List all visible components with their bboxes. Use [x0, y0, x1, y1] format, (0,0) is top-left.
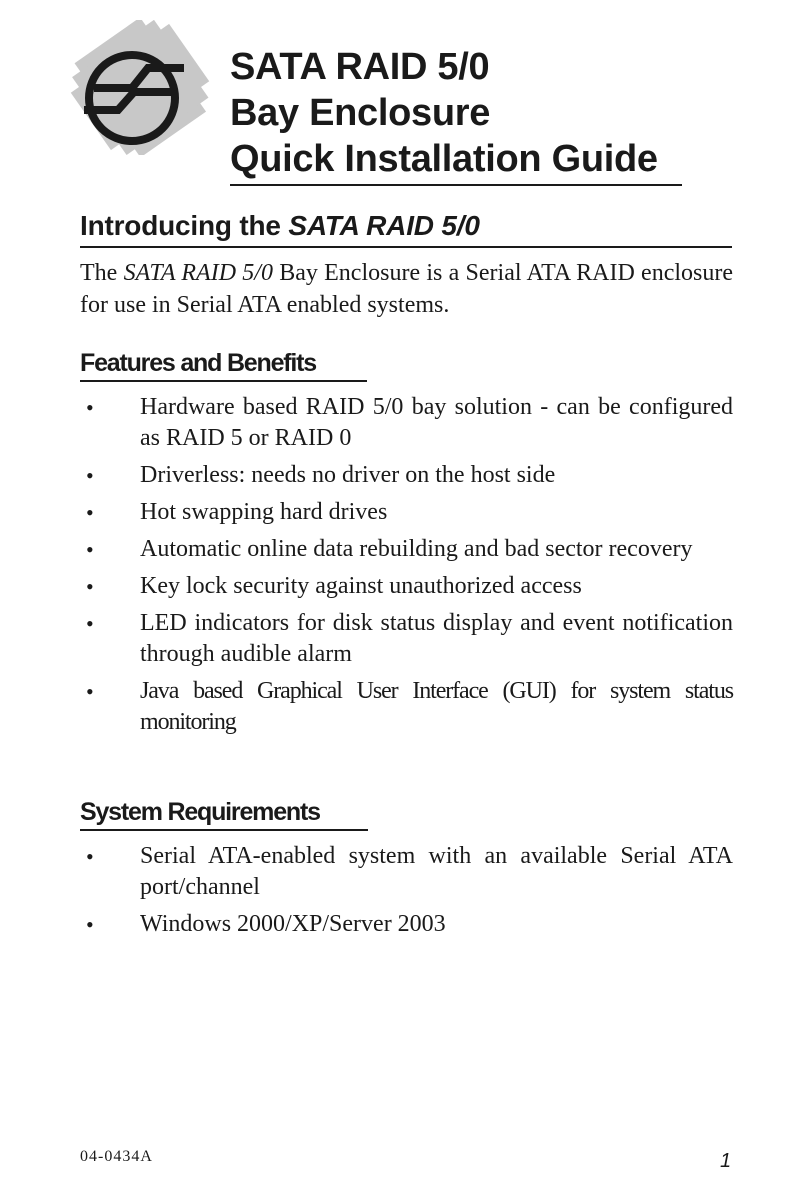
features-heading: Features and Benefits — [80, 346, 367, 382]
list-item — [80, 841, 733, 903]
list-item — [80, 497, 733, 528]
list-item — [80, 460, 733, 491]
title-line-2: Bay Enclosure — [230, 92, 491, 134]
features-list — [80, 392, 733, 744]
requirement-text: Serial ATA-enabled system with an available Serial ATA port/channel — [140, 843, 733, 900]
feature-text: Automatic online data rebuilding and bad sector recovery — [140, 536, 693, 562]
intro-paragraph — [80, 257, 733, 321]
requirement-text: Windows 2000/XP/Server 2003 — [140, 911, 446, 937]
document-code: 04-0434A — [80, 1148, 153, 1165]
system-requirements-list — [80, 841, 733, 946]
feature-text: Hot swapping hard drives — [140, 499, 388, 525]
bullet-icon: • — [86, 844, 94, 869]
intro-heading-prefix: Introducing the — [80, 210, 289, 241]
feature-text: Key lock security against unauthorized access — [140, 573, 582, 599]
list-item — [80, 571, 733, 602]
feature-text: Hardware based RAID 5/0 bay solution - can be configured as RAID 5 or RAID 0 — [140, 394, 733, 451]
bullet-icon: • — [86, 537, 94, 562]
feature-text: Driverless: needs no driver on the host side — [140, 462, 556, 488]
bullet-icon: • — [86, 679, 93, 704]
feature-text: Java based Graphical User Interface (GUI) for system status monitoring — [140, 678, 733, 735]
intro-heading — [80, 206, 732, 248]
intro-para-product: SATA RAID 5/0 — [123, 260, 273, 286]
intro-heading-product: SATA RAID 5/0 — [288, 210, 480, 241]
feature-text: LED indicators for disk status display and event notification through audible alarm — [140, 610, 733, 667]
intro-para-lead: The — [80, 260, 124, 286]
list-item — [80, 909, 733, 940]
bullet-icon: • — [86, 463, 94, 488]
list-item — [80, 392, 733, 454]
bullet-icon: • — [86, 574, 94, 599]
bullet-icon: • — [86, 912, 94, 937]
page-number: 1 — [720, 1150, 732, 1172]
bullet-icon: • — [86, 395, 94, 420]
bullet-icon: • — [86, 611, 94, 636]
system-requirements-heading: System Requirements — [80, 795, 368, 831]
list-item — [80, 534, 733, 565]
intro-para-rest: Bay Enclosure is a Serial ATA RAID enclosure for use in Serial ATA enabled systems. — [80, 260, 734, 318]
list-item — [80, 608, 733, 670]
title-line-3: Quick Installation Guide — [230, 138, 658, 180]
document-title — [230, 44, 682, 186]
title-line-1: SATA RAID 5/0 — [230, 46, 490, 88]
bullet-icon: • — [86, 500, 94, 525]
list-item — [80, 676, 733, 738]
siig-logo-icon — [70, 20, 210, 155]
